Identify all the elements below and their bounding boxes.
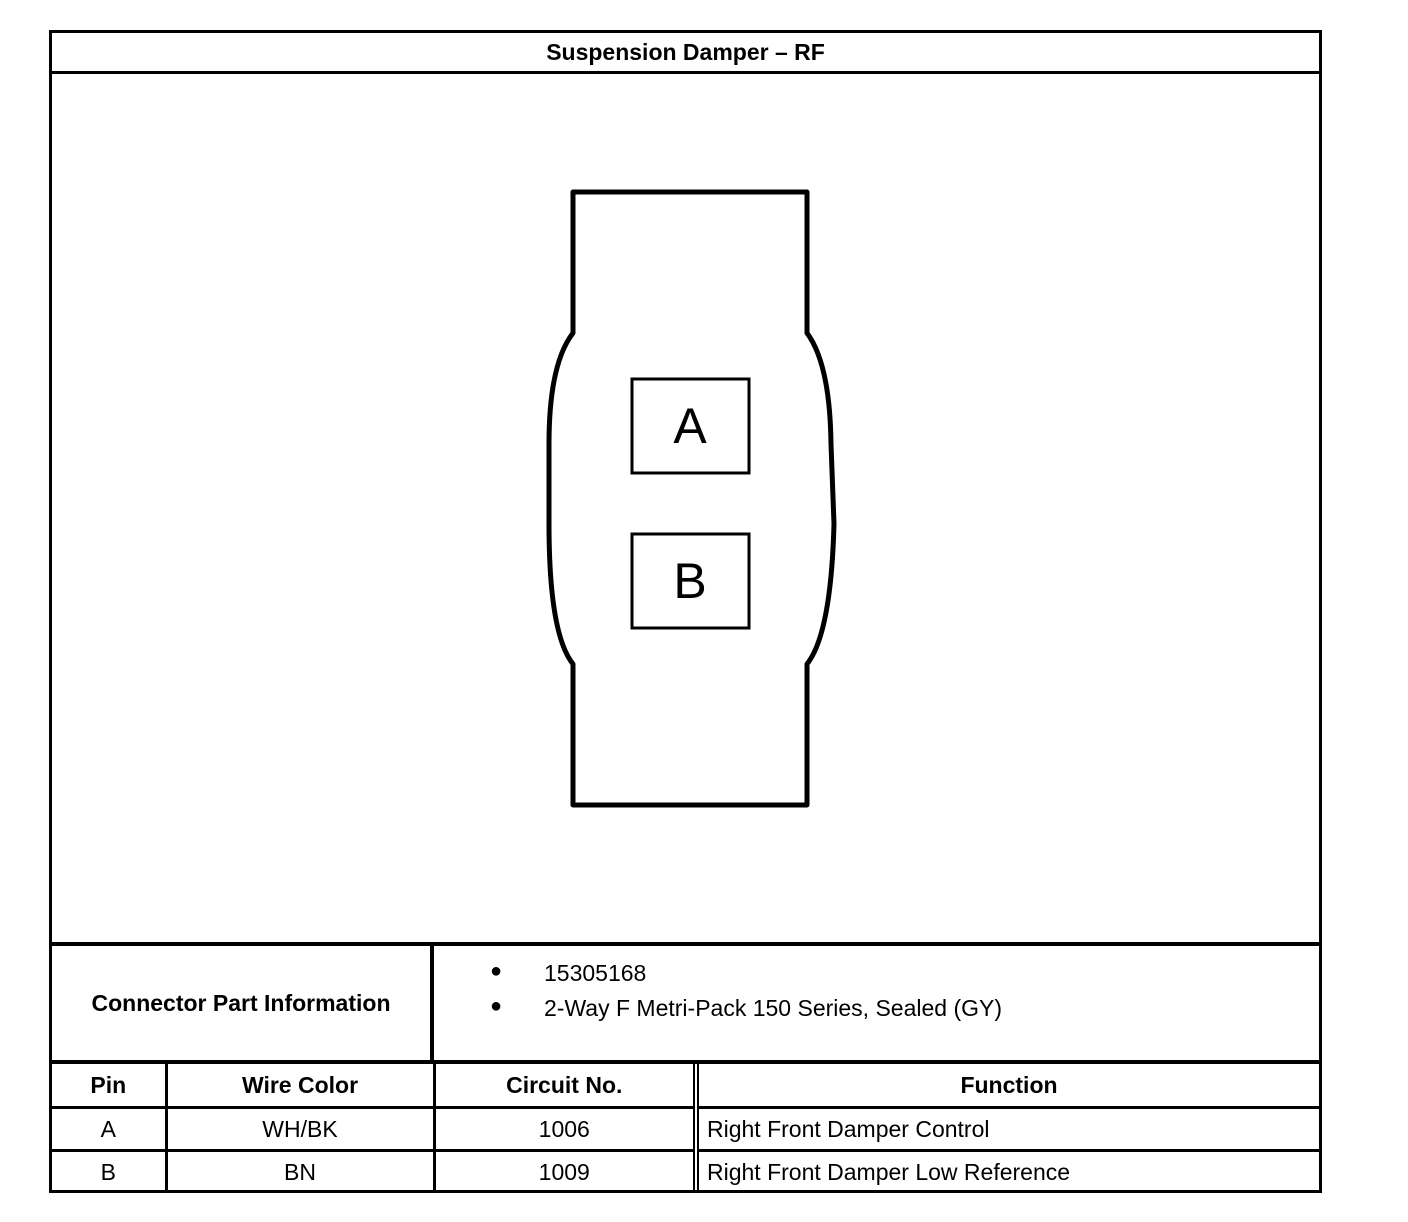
table-header-row <box>52 1064 1319 1108</box>
connector-part-information <box>52 942 1319 1064</box>
connector-sheet <box>49 30 1322 1193</box>
header-wire-color: Wire Color <box>166 1064 434 1108</box>
table-row <box>52 1108 1319 1151</box>
cell-wire-color: WH/BK <box>166 1108 434 1151</box>
part-info-list <box>434 946 1319 1060</box>
pin-cavity-a-label: A <box>673 398 707 454</box>
part-number: 15305168 <box>544 960 647 986</box>
cell-wire-color: BN <box>166 1151 434 1193</box>
bullet-icon: ● <box>490 960 503 982</box>
pin-cavity-b-label: B <box>673 553 707 609</box>
header-circuit-no: Circuit No. <box>434 1064 696 1108</box>
connector-face-svg <box>52 74 1319 942</box>
cell-pin: B <box>52 1151 166 1193</box>
header-function: Function <box>696 1064 1319 1108</box>
cell-circuit-no: 1006 <box>434 1108 696 1151</box>
bullet-icon: ● <box>490 995 503 1017</box>
table-row <box>52 1151 1319 1193</box>
sheet-title: Suspension Damper – RF <box>52 33 1319 74</box>
connector-housing-outline <box>549 192 834 805</box>
cell-pin: A <box>52 1108 166 1151</box>
cell-function: Right Front Damper Control <box>696 1108 1319 1151</box>
pin-out-table <box>52 1064 1319 1192</box>
cell-function: Right Front Damper Low Reference <box>696 1151 1319 1193</box>
connector-diagram <box>52 74 1319 942</box>
header-pin: Pin <box>52 1064 166 1108</box>
part-description: 2-Way F Metri-Pack 150 Series, Sealed (GY) <box>544 995 1003 1021</box>
part-info-label: Connector Part Information <box>52 946 434 1060</box>
cell-circuit-no: 1009 <box>434 1151 696 1193</box>
